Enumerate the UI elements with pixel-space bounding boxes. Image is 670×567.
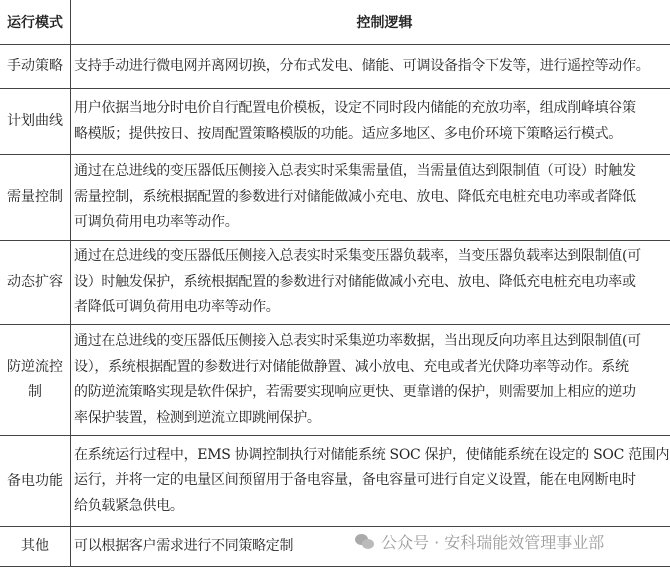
logic-cell <box>71 436 670 527</box>
wechat-icon <box>355 534 375 550</box>
mode-label: 需量控制 <box>0 185 70 210</box>
mode-cell <box>0 155 71 241</box>
logic-text-line: 通过在总进线的变压器低压侧接入总表实时采集需量值，当需量值达到限制值（可设）时触发 <box>74 159 670 185</box>
mode-label: 备电功能 <box>0 469 70 494</box>
table-row <box>0 436 670 527</box>
logic-text-line: 运行，并将一定的电量区间预留用于备电容量，备电容量可进行自定义设置，能在电网断电时 <box>74 468 670 494</box>
logic-text-line: 需量控制，系统根据配置的参数进行对储能做减小充电、放电、降低充电桩充电功率或者降低 <box>74 185 670 211</box>
logic-text-line: 给负载紧急供电。 <box>74 494 670 520</box>
table-row <box>0 155 670 241</box>
logic-text-line: 通过在总进线的变压器低压侧接入总表实时采集逆功率数据，当出现反向功率且达到限制值(可 <box>74 329 670 355</box>
logic-text-line: 设），系统根据配置的参数进行对储能做静置、减小放电、充电或者光伏降功率等动作。系统 <box>74 355 670 381</box>
logic-cell <box>71 325 670 436</box>
logic-text-line: 通过在总进线的变压器低压侧接入总表实时采集变压器负载率，当变压器负载率达到限制值(可 <box>74 244 670 270</box>
logic-text-line: 可调负荷用电功率等动作。 <box>74 210 670 236</box>
header-mode: 运行模式 <box>0 0 71 45</box>
table-row <box>0 241 670 325</box>
table-row <box>0 89 670 155</box>
table-header-row <box>0 0 670 45</box>
watermark-text: 公众号 · 安科瑞能效管理事业部 <box>381 530 604 553</box>
logic-text-line: 可以根据客户需求进行不同策略定制 <box>74 534 670 560</box>
logic-cell <box>71 89 670 155</box>
mode-cell <box>0 45 71 89</box>
logic-text-line: 率保护装置，检测到逆流立即跳闸保护。 <box>74 406 670 432</box>
mode-cell <box>0 527 71 567</box>
mode-label: 其他 <box>0 534 70 559</box>
table-row <box>0 325 670 436</box>
logic-text-line: 略模版；提供按日、按周配置策略模版的功能。适应多地区、多电价环境下策略运行模式。 <box>74 122 670 148</box>
logic-text-line: 者降低可调负荷用电功率等动作。 <box>74 295 670 321</box>
mode-label: 制 <box>0 380 70 405</box>
mode-label: 手动策略 <box>0 54 70 79</box>
mode-label: 计划曲线 <box>0 109 70 134</box>
mode-cell <box>0 436 71 527</box>
logic-text-line: 设）时触发保护，系统根据配置的参数进行对储能做减小充电、放电、降低充电桩充电功率或 <box>74 270 670 296</box>
header-logic: 控制逻辑 <box>71 0 670 45</box>
logic-text-line: 支持手动进行微电网并离网切换，分布式发电、储能、可调设备指令下发等，进行遥控等动作。 <box>74 54 670 80</box>
logic-cell <box>71 45 670 89</box>
logic-cell <box>71 155 670 241</box>
mode-cell <box>0 241 71 325</box>
mode-label: 防逆流控 <box>0 355 70 380</box>
table-row <box>0 45 670 89</box>
logic-text-line: 在系统运行过程中，EMS 协调控制执行对储能系统 SOC 保护，使储能系统在设定的 SOC 范围内 <box>74 443 670 469</box>
logic-text-line: 用户依据当地分时电价自行配置电价模板，设定不同时段内储能的充放功率，组成削峰填谷策 <box>74 96 670 122</box>
watermark <box>355 530 604 553</box>
logic-text-line: 的防逆流策略实现是软件保护，若需要实现响应更快、更靠谱的保护，则需要加上相应的逆功 <box>74 380 670 406</box>
logic-cell <box>71 241 670 325</box>
mode-label: 动态扩容 <box>0 270 70 295</box>
mode-cell <box>0 89 71 155</box>
mode-cell <box>0 325 71 436</box>
